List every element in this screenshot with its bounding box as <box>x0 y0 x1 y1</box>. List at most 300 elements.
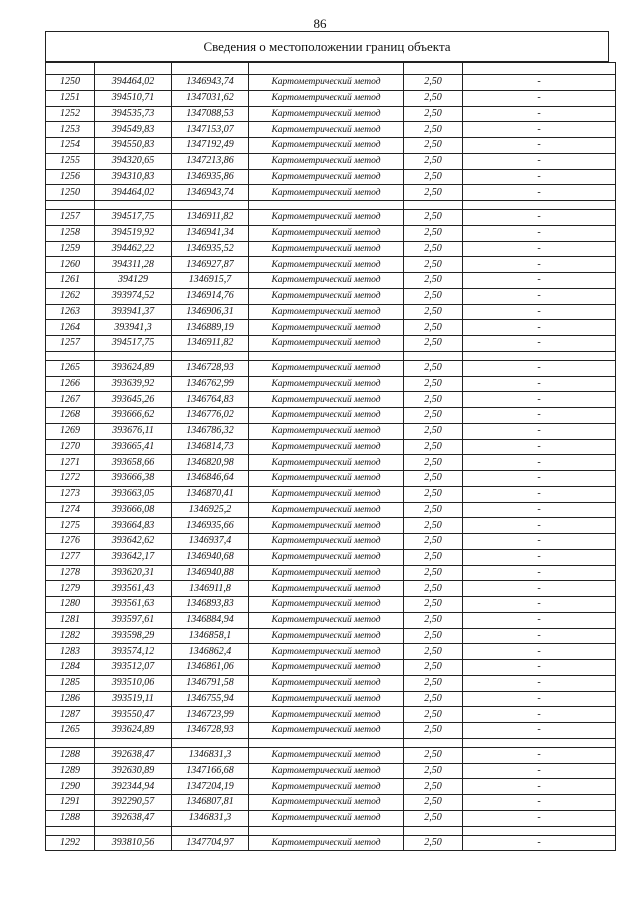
accuracy-cell: 2,50 <box>404 486 463 502</box>
spacer-cell <box>404 738 463 747</box>
table-row <box>46 288 616 304</box>
method-cell: Картометрический метод <box>249 675 404 691</box>
note-cell: - <box>463 288 616 304</box>
table-row <box>46 795 616 811</box>
x-coordinate-cell: 394550,83 <box>95 138 172 154</box>
accuracy-cell: 2,50 <box>404 122 463 138</box>
y-coordinate-cell: 1346915,7 <box>172 273 249 289</box>
note-cell: - <box>463 549 616 565</box>
table-row <box>46 210 616 226</box>
y-coordinate-cell: 1347153,07 <box>172 122 249 138</box>
note-cell: - <box>463 779 616 795</box>
x-coordinate-cell: 394464,02 <box>95 185 172 201</box>
table-row <box>46 707 616 723</box>
point-number-cell: 1251 <box>46 90 95 106</box>
note-cell: - <box>463 835 616 851</box>
x-coordinate-cell: 394129 <box>95 273 172 289</box>
section-spacer-row <box>46 63 616 75</box>
method-cell: Картометрический метод <box>249 779 404 795</box>
table-row <box>46 763 616 779</box>
method-cell: Картометрический метод <box>249 320 404 336</box>
table-row <box>46 75 616 91</box>
method-cell: Картометрический метод <box>249 439 404 455</box>
accuracy-cell: 2,50 <box>404 257 463 273</box>
spacer-cell <box>463 826 616 835</box>
table-row <box>46 257 616 273</box>
x-coordinate-cell: 393941,37 <box>95 304 172 320</box>
x-coordinate-cell: 393645,26 <box>95 392 172 408</box>
accuracy-cell: 2,50 <box>404 795 463 811</box>
note-cell: - <box>463 502 616 518</box>
accuracy-cell: 2,50 <box>404 439 463 455</box>
method-cell: Картометрический метод <box>249 455 404 471</box>
x-coordinate-cell: 393639,92 <box>95 376 172 392</box>
x-coordinate-cell: 392630,89 <box>95 763 172 779</box>
point-number-cell: 1268 <box>46 408 95 424</box>
x-coordinate-cell: 393561,63 <box>95 597 172 613</box>
note-cell: - <box>463 122 616 138</box>
point-number-cell: 1266 <box>46 376 95 392</box>
table-row <box>46 565 616 581</box>
method-cell: Картометрический метод <box>249 106 404 122</box>
y-coordinate-cell: 1346927,87 <box>172 257 249 273</box>
y-coordinate-cell: 1346935,66 <box>172 518 249 534</box>
note-cell: - <box>463 455 616 471</box>
method-cell: Картометрический метод <box>249 486 404 502</box>
table-row <box>46 392 616 408</box>
x-coordinate-cell: 393510,06 <box>95 675 172 691</box>
table-row <box>46 549 616 565</box>
point-number-cell: 1274 <box>46 502 95 518</box>
table-row <box>46 360 616 376</box>
y-coordinate-cell: 1346870,41 <box>172 486 249 502</box>
spacer-cell <box>46 201 95 210</box>
x-coordinate-cell: 394519,92 <box>95 225 172 241</box>
point-number-cell: 1255 <box>46 153 95 169</box>
method-cell: Картометрический метод <box>249 241 404 257</box>
note-cell: - <box>463 675 616 691</box>
method-cell: Картометрический метод <box>249 763 404 779</box>
note-cell: - <box>463 723 616 739</box>
x-coordinate-cell: 393666,08 <box>95 502 172 518</box>
spacer-cell <box>404 826 463 835</box>
point-number-cell: 1286 <box>46 691 95 707</box>
table-row <box>46 439 616 455</box>
point-number-cell: 1253 <box>46 122 95 138</box>
point-number-cell: 1263 <box>46 304 95 320</box>
y-coordinate-cell: 1346906,31 <box>172 304 249 320</box>
accuracy-cell: 2,50 <box>404 185 463 201</box>
method-cell: Картометрический метод <box>249 660 404 676</box>
spacer-cell <box>249 826 404 835</box>
accuracy-cell: 2,50 <box>404 660 463 676</box>
spacer-cell <box>249 351 404 360</box>
point-number-cell: 1270 <box>46 439 95 455</box>
point-number-cell: 1279 <box>46 581 95 597</box>
accuracy-cell: 2,50 <box>404 376 463 392</box>
method-cell: Картометрический метод <box>249 644 404 660</box>
point-number-cell: 1282 <box>46 628 95 644</box>
spacer-cell <box>172 351 249 360</box>
accuracy-cell: 2,50 <box>404 747 463 763</box>
method-cell: Картометрический метод <box>249 376 404 392</box>
point-number-cell: 1273 <box>46 486 95 502</box>
point-number-cell: 1291 <box>46 795 95 811</box>
x-coordinate-cell: 394535,73 <box>95 106 172 122</box>
x-coordinate-cell: 392290,57 <box>95 795 172 811</box>
point-number-cell: 1260 <box>46 257 95 273</box>
spacer-cell <box>404 201 463 210</box>
note-cell: - <box>463 210 616 226</box>
point-number-cell: 1254 <box>46 138 95 154</box>
y-coordinate-cell: 1347088,53 <box>172 106 249 122</box>
accuracy-cell: 2,50 <box>404 675 463 691</box>
x-coordinate-cell: 394464,02 <box>95 75 172 91</box>
y-coordinate-cell: 1346764,83 <box>172 392 249 408</box>
accuracy-cell: 2,50 <box>404 423 463 439</box>
accuracy-cell: 2,50 <box>404 581 463 597</box>
note-cell: - <box>463 360 616 376</box>
spacer-cell <box>404 63 463 75</box>
x-coordinate-cell: 393676,11 <box>95 423 172 439</box>
note-cell: - <box>463 336 616 352</box>
x-coordinate-cell: 394517,75 <box>95 210 172 226</box>
table-row <box>46 644 616 660</box>
x-coordinate-cell: 393597,61 <box>95 612 172 628</box>
spacer-cell <box>172 826 249 835</box>
point-number-cell: 1277 <box>46 549 95 565</box>
table-row <box>46 486 616 502</box>
note-cell: - <box>463 304 616 320</box>
method-cell: Картометрический метод <box>249 723 404 739</box>
y-coordinate-cell: 1346728,93 <box>172 723 249 739</box>
note-cell: - <box>463 257 616 273</box>
y-coordinate-cell: 1346862,4 <box>172 644 249 660</box>
method-cell: Картометрический метод <box>249 288 404 304</box>
point-number-cell: 1250 <box>46 185 95 201</box>
point-number-cell: 1280 <box>46 597 95 613</box>
spacer-cell <box>46 351 95 360</box>
table-row <box>46 502 616 518</box>
x-coordinate-cell: 393561,43 <box>95 581 172 597</box>
y-coordinate-cell: 1347031,62 <box>172 90 249 106</box>
x-coordinate-cell: 393941,3 <box>95 320 172 336</box>
method-cell: Картометрический метод <box>249 75 404 91</box>
accuracy-cell: 2,50 <box>404 628 463 644</box>
spacer-cell <box>172 63 249 75</box>
y-coordinate-cell: 1347166,68 <box>172 763 249 779</box>
method-cell: Картометрический метод <box>249 549 404 565</box>
method-cell: Картометрический метод <box>249 360 404 376</box>
note-cell: - <box>463 660 616 676</box>
point-number-cell: 1283 <box>46 644 95 660</box>
y-coordinate-cell: 1346814,73 <box>172 439 249 455</box>
section-spacer-row <box>46 351 616 360</box>
accuracy-cell: 2,50 <box>404 565 463 581</box>
x-coordinate-cell: 393620,31 <box>95 565 172 581</box>
x-coordinate-cell: 393810,56 <box>95 835 172 851</box>
accuracy-cell: 2,50 <box>404 225 463 241</box>
note-cell: - <box>463 241 616 257</box>
spacer-cell <box>95 201 172 210</box>
y-coordinate-cell: 1346723,99 <box>172 707 249 723</box>
point-number-cell: 1265 <box>46 360 95 376</box>
table-row <box>46 273 616 289</box>
x-coordinate-cell: 392344,94 <box>95 779 172 795</box>
y-coordinate-cell: 1346943,74 <box>172 75 249 91</box>
point-number-cell: 1285 <box>46 675 95 691</box>
x-coordinate-cell: 394311,28 <box>95 257 172 273</box>
note-cell: - <box>463 471 616 487</box>
accuracy-cell: 2,50 <box>404 502 463 518</box>
note-cell: - <box>463 565 616 581</box>
note-cell: - <box>463 747 616 763</box>
point-number-cell: 1261 <box>46 273 95 289</box>
note-cell: - <box>463 138 616 154</box>
table-row <box>46 225 616 241</box>
table-row <box>46 106 616 122</box>
point-number-cell: 1262 <box>46 288 95 304</box>
x-coordinate-cell: 393665,41 <box>95 439 172 455</box>
y-coordinate-cell: 1346791,58 <box>172 675 249 691</box>
point-number-cell: 1265 <box>46 723 95 739</box>
point-number-cell: 1267 <box>46 392 95 408</box>
y-coordinate-cell: 1346846,64 <box>172 471 249 487</box>
method-cell: Картометрический метод <box>249 273 404 289</box>
point-number-cell: 1272 <box>46 471 95 487</box>
note-cell: - <box>463 225 616 241</box>
x-coordinate-cell: 394510,71 <box>95 90 172 106</box>
table-row <box>46 153 616 169</box>
accuracy-cell: 2,50 <box>404 810 463 826</box>
coordinates-table-body <box>46 63 616 851</box>
spacer-cell <box>249 738 404 747</box>
accuracy-cell: 2,50 <box>404 138 463 154</box>
note-cell: - <box>463 763 616 779</box>
method-cell: Картометрический метод <box>249 392 404 408</box>
accuracy-cell: 2,50 <box>404 763 463 779</box>
y-coordinate-cell: 1346776,02 <box>172 408 249 424</box>
method-cell: Картометрический метод <box>249 747 404 763</box>
y-coordinate-cell: 1346911,8 <box>172 581 249 597</box>
y-coordinate-cell: 1346831,3 <box>172 747 249 763</box>
accuracy-cell: 2,50 <box>404 691 463 707</box>
point-number-cell: 1287 <box>46 707 95 723</box>
accuracy-cell: 2,50 <box>404 288 463 304</box>
method-cell: Картометрический метод <box>249 225 404 241</box>
note-cell: - <box>463 597 616 613</box>
accuracy-cell: 2,50 <box>404 304 463 320</box>
method-cell: Картометрический метод <box>249 138 404 154</box>
point-number-cell: 1292 <box>46 835 95 851</box>
table-row <box>46 612 616 628</box>
accuracy-cell: 2,50 <box>404 723 463 739</box>
y-coordinate-cell: 1346786,32 <box>172 423 249 439</box>
table-row <box>46 376 616 392</box>
x-coordinate-cell: 393664,83 <box>95 518 172 534</box>
accuracy-cell: 2,50 <box>404 455 463 471</box>
table-row <box>46 675 616 691</box>
spacer-cell <box>46 63 95 75</box>
table-row <box>46 185 616 201</box>
table-row <box>46 779 616 795</box>
spacer-cell <box>172 201 249 210</box>
y-coordinate-cell: 1346935,86 <box>172 169 249 185</box>
boundary-coordinates-table <box>45 62 616 851</box>
accuracy-cell: 2,50 <box>404 169 463 185</box>
note-cell: - <box>463 90 616 106</box>
y-coordinate-cell: 1346884,94 <box>172 612 249 628</box>
point-number-cell: 1276 <box>46 534 95 550</box>
x-coordinate-cell: 393642,62 <box>95 534 172 550</box>
method-cell: Картометрический метод <box>249 581 404 597</box>
y-coordinate-cell: 1346911,82 <box>172 336 249 352</box>
table-row <box>46 518 616 534</box>
table-row <box>46 455 616 471</box>
note-cell: - <box>463 644 616 660</box>
point-number-cell: 1288 <box>46 747 95 763</box>
table-row <box>46 169 616 185</box>
accuracy-cell: 2,50 <box>404 392 463 408</box>
accuracy-cell: 2,50 <box>404 534 463 550</box>
method-cell: Картометрический метод <box>249 90 404 106</box>
method-cell: Картометрический метод <box>249 795 404 811</box>
y-coordinate-cell: 1346762,99 <box>172 376 249 392</box>
point-number-cell: 1269 <box>46 423 95 439</box>
note-cell: - <box>463 795 616 811</box>
y-coordinate-cell: 1347204,19 <box>172 779 249 795</box>
method-cell: Картометрический метод <box>249 408 404 424</box>
x-coordinate-cell: 392638,47 <box>95 810 172 826</box>
accuracy-cell: 2,50 <box>404 106 463 122</box>
note-cell: - <box>463 169 616 185</box>
note-cell: - <box>463 185 616 201</box>
x-coordinate-cell: 393663,05 <box>95 486 172 502</box>
table-row <box>46 90 616 106</box>
spacer-cell <box>249 63 404 75</box>
y-coordinate-cell: 1346893,83 <box>172 597 249 613</box>
x-coordinate-cell: 394320,65 <box>95 153 172 169</box>
y-coordinate-cell: 1346831,3 <box>172 810 249 826</box>
x-coordinate-cell: 393519,11 <box>95 691 172 707</box>
point-number-cell: 1278 <box>46 565 95 581</box>
point-number-cell: 1275 <box>46 518 95 534</box>
note-cell: - <box>463 273 616 289</box>
y-coordinate-cell: 1347213,86 <box>172 153 249 169</box>
note-cell: - <box>463 392 616 408</box>
x-coordinate-cell: 393574,12 <box>95 644 172 660</box>
x-coordinate-cell: 393550,47 <box>95 707 172 723</box>
spacer-cell <box>463 201 616 210</box>
y-coordinate-cell: 1346858,1 <box>172 628 249 644</box>
method-cell: Картометрический метод <box>249 565 404 581</box>
spacer-cell <box>95 63 172 75</box>
table-row <box>46 423 616 439</box>
y-coordinate-cell: 1346755,94 <box>172 691 249 707</box>
accuracy-cell: 2,50 <box>404 153 463 169</box>
method-cell: Картометрический метод <box>249 336 404 352</box>
y-coordinate-cell: 1346889,19 <box>172 320 249 336</box>
point-number-cell: 1250 <box>46 75 95 91</box>
table-row <box>46 628 616 644</box>
accuracy-cell: 2,50 <box>404 707 463 723</box>
y-coordinate-cell: 1347192,49 <box>172 138 249 154</box>
accuracy-cell: 2,50 <box>404 75 463 91</box>
note-cell: - <box>463 376 616 392</box>
method-cell: Картометрический метод <box>249 185 404 201</box>
note-cell: - <box>463 612 616 628</box>
table-row <box>46 534 616 550</box>
method-cell: Картометрический метод <box>249 502 404 518</box>
accuracy-cell: 2,50 <box>404 360 463 376</box>
note-cell: - <box>463 628 616 644</box>
table-row <box>46 810 616 826</box>
x-coordinate-cell: 393666,62 <box>95 408 172 424</box>
table-title-text: Сведения о местоположении границ объекта <box>203 38 451 54</box>
method-cell: Картометрический метод <box>249 518 404 534</box>
accuracy-cell: 2,50 <box>404 779 463 795</box>
method-cell: Картометрический метод <box>249 628 404 644</box>
note-cell: - <box>463 518 616 534</box>
accuracy-cell: 2,50 <box>404 273 463 289</box>
table-row <box>46 581 616 597</box>
method-cell: Картометрический метод <box>249 534 404 550</box>
section-spacer-row <box>46 826 616 835</box>
note-cell: - <box>463 581 616 597</box>
table-row <box>46 835 616 851</box>
y-coordinate-cell: 1346940,68 <box>172 549 249 565</box>
spacer-cell <box>172 738 249 747</box>
method-cell: Картометрический метод <box>249 597 404 613</box>
point-number-cell: 1284 <box>46 660 95 676</box>
note-cell: - <box>463 320 616 336</box>
point-number-cell: 1290 <box>46 779 95 795</box>
table-row <box>46 597 616 613</box>
x-coordinate-cell: 393512,07 <box>95 660 172 676</box>
accuracy-cell: 2,50 <box>404 408 463 424</box>
point-number-cell: 1256 <box>46 169 95 185</box>
point-number-cell: 1259 <box>46 241 95 257</box>
x-coordinate-cell: 393974,52 <box>95 288 172 304</box>
note-cell: - <box>463 423 616 439</box>
y-coordinate-cell: 1346935,52 <box>172 241 249 257</box>
table-row <box>46 320 616 336</box>
method-cell: Картометрический метод <box>249 169 404 185</box>
page-number: 86 <box>313 16 327 31</box>
x-coordinate-cell: 393624,89 <box>95 723 172 739</box>
table-row <box>46 138 616 154</box>
spacer-cell <box>95 351 172 360</box>
accuracy-cell: 2,50 <box>404 549 463 565</box>
x-coordinate-cell: 394549,83 <box>95 122 172 138</box>
note-cell: - <box>463 439 616 455</box>
method-cell: Картометрический метод <box>249 707 404 723</box>
note-cell: - <box>463 408 616 424</box>
method-cell: Картометрический метод <box>249 691 404 707</box>
note-cell: - <box>463 810 616 826</box>
y-coordinate-cell: 1346728,93 <box>172 360 249 376</box>
point-number-cell: 1264 <box>46 320 95 336</box>
note-cell: - <box>463 75 616 91</box>
spacer-cell <box>249 201 404 210</box>
table-row <box>46 122 616 138</box>
x-coordinate-cell: 393642,17 <box>95 549 172 565</box>
y-coordinate-cell: 1346820,98 <box>172 455 249 471</box>
table-row <box>46 660 616 676</box>
method-cell: Картометрический метод <box>249 122 404 138</box>
x-coordinate-cell: 394462,22 <box>95 241 172 257</box>
spacer-cell <box>46 826 95 835</box>
